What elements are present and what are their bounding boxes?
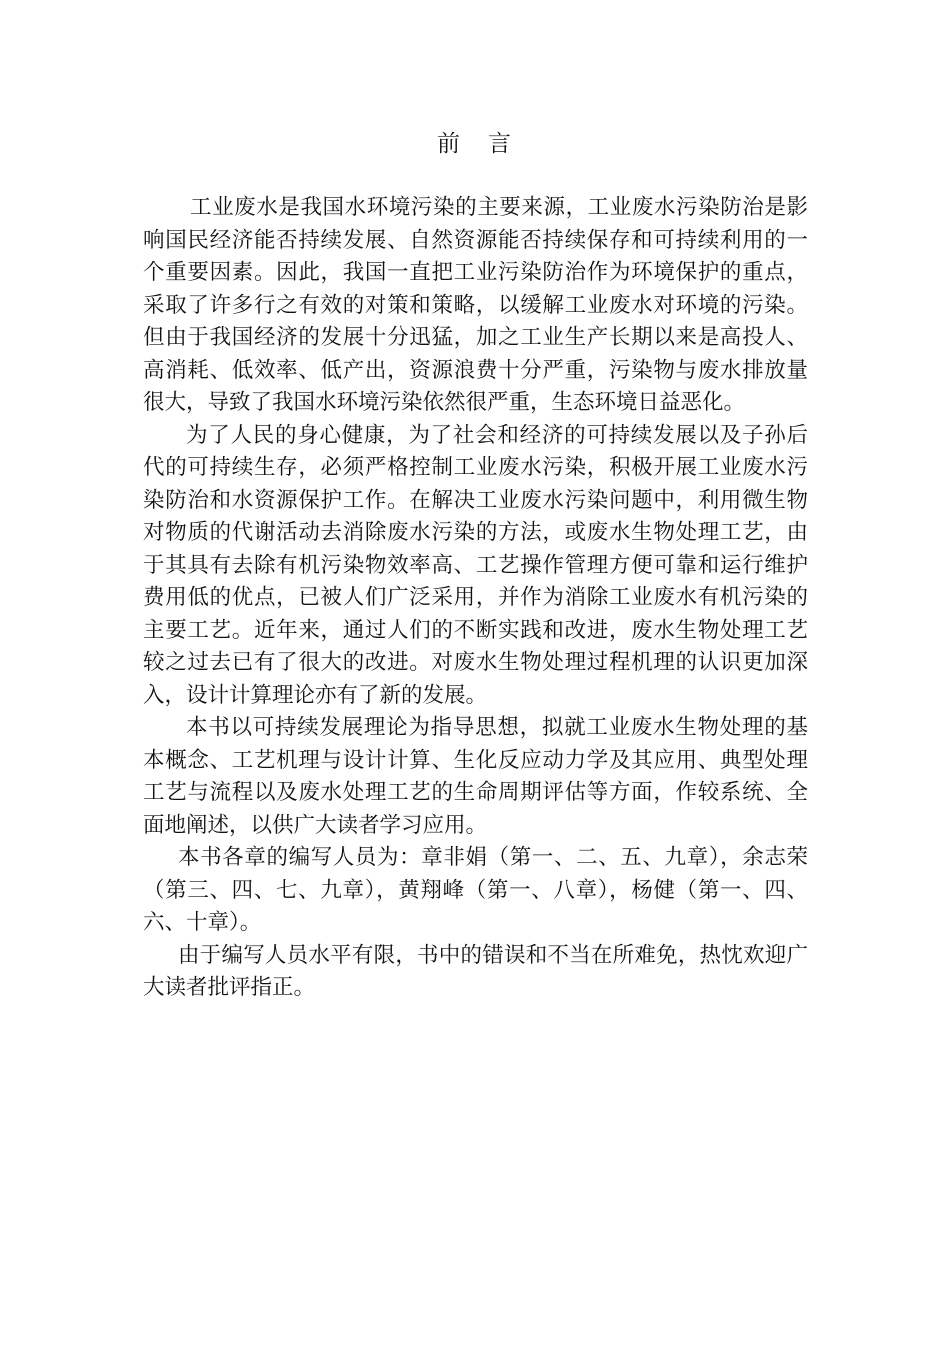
paragraph-2: 为了人民的身心健康，为了社会和经济的可持续发展以及子孙后代的可持续生存，必须严格控制工业废水污染，积极开展工业废水污染防治和水资源保护工作。在解决工业废水污染问题中，利用微生物对物质的代谢活动去消除废水污染的方法，或废水生物处理工艺，由于其具有去除有机污染物效率高、工艺操作管理方便可靠和运行维护费用低的优点，已被人们广泛采用，并作为消除工业废水有机污染的主要工艺。近年来，通过人们的不断实践和改进，废水生物处理工艺较之过去已有了很大的改进。对废水生物处理过程机理的认识更加深入，设计计算理论亦有了新的发展。 xyxy=(143,422,808,708)
title-char-1: 前 xyxy=(437,131,462,157)
paragraph-5: 由于编写人员水平有限，书中的错误和不当在所难免，热忱欢迎广大读者批评指正。 xyxy=(143,942,808,1000)
title-char-2: 言 xyxy=(488,131,513,157)
paragraph-4: 本书各章的编写人员为：章非娟（第一、二、五、九章），余志荣（第三、四、七、九章），黄翔峰（第一、八章），杨健（第一、四、六、十章）。 xyxy=(143,845,808,935)
paragraph-1: 工业废水是我国水环境污染的主要来源，工业废水污染防治是影响国民经济能否持续发展、自然资源能否持续保存和可持续利用的一个重要因素。因此，我国一直把工业污染防治作为环境保护的重点，采取了许多行之有效的对策和策略，以缓解工业废水对环境的污染。但由于我国经济的发展十分迅猛，加之工业生产长期以来是高投人、高消耗、低效率、低产出，资源浪费十分严重，污染物与废水排放量很大，导致了我国水环境污染依然很严重，生态环境日益恶化。 xyxy=(143,195,808,415)
page-title xyxy=(0,125,950,158)
preface-body xyxy=(143,192,808,1005)
paragraph-3: 本书以可持续发展理论为指导思想，拟就工业废水生物处理的基本概念、工艺机理与设计计算、生化反应动力学及其应用、典型处理工艺与流程以及废水处理工艺的生命周期评估等方面，作较系统、全面地阐述，以供广大读者学习应用。 xyxy=(143,715,808,838)
